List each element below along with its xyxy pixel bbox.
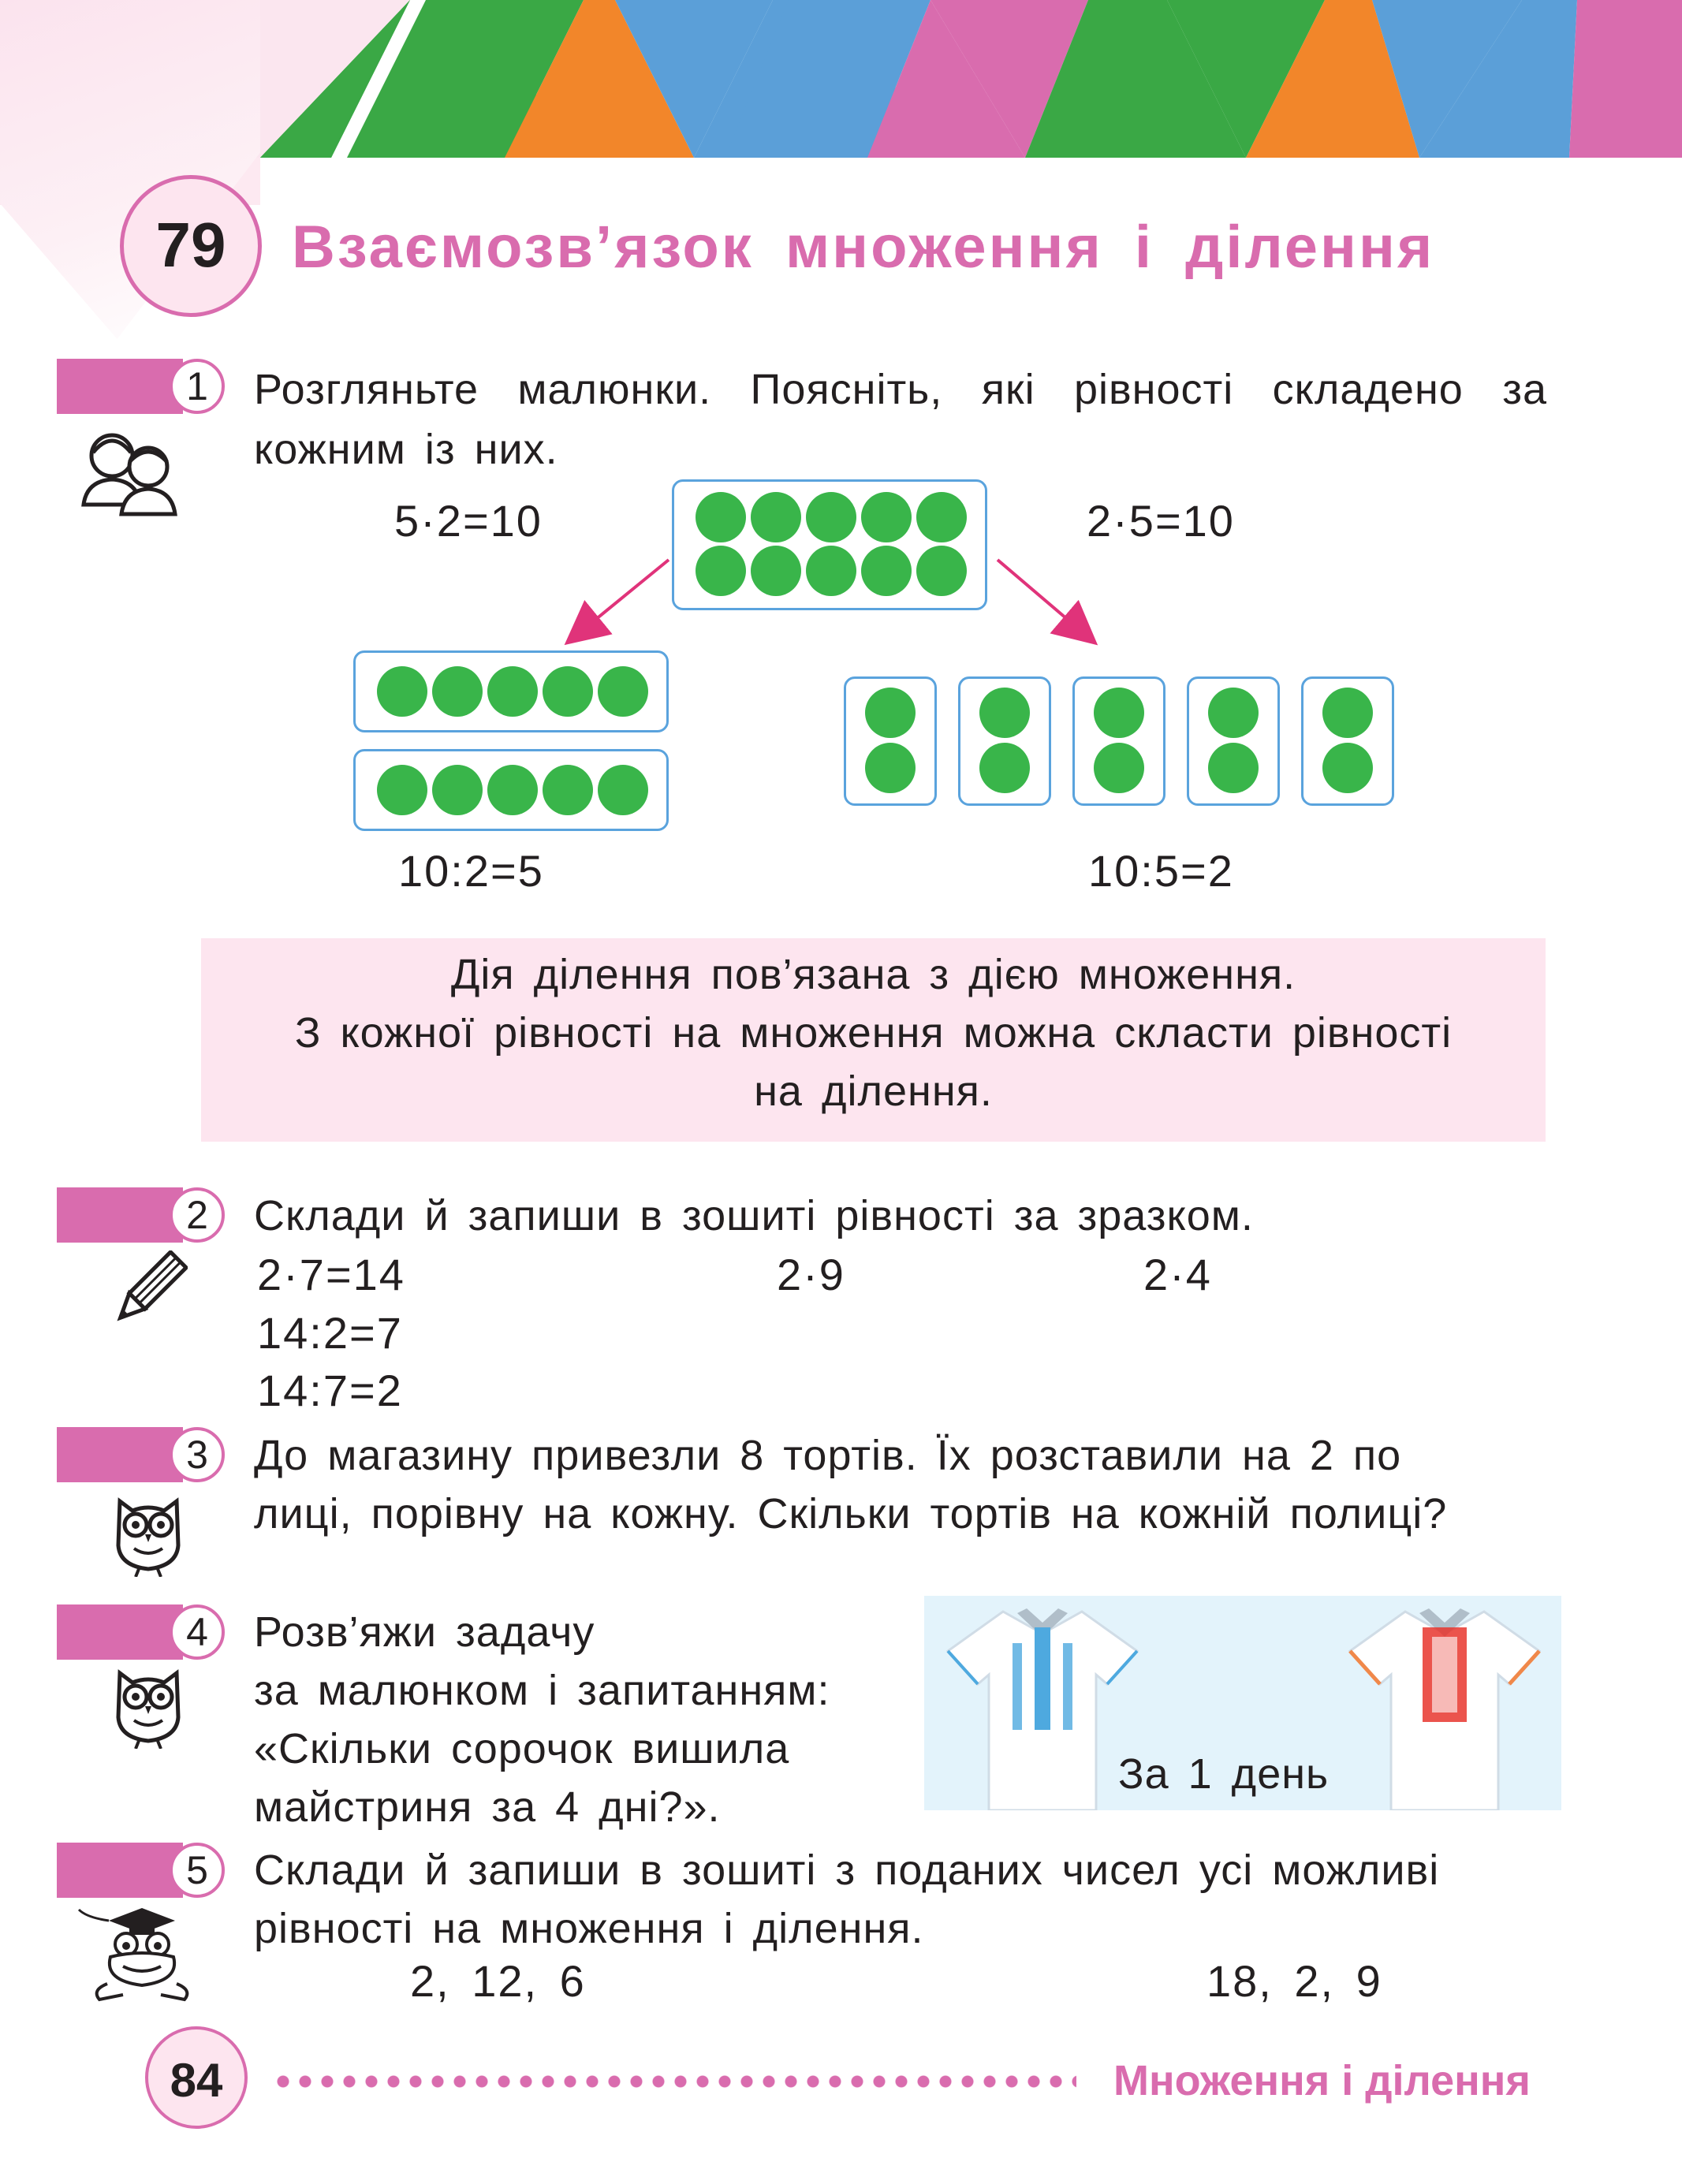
task5-line-2: рівності на множення і ділення. xyxy=(254,1905,924,1952)
shirts-label: За 1 день xyxy=(1118,1750,1330,1798)
task-number-2: 2 xyxy=(170,1187,225,1243)
red-embroidered-shirt xyxy=(1326,1596,1561,1810)
shirts-picture xyxy=(924,1596,1561,1810)
dot xyxy=(979,688,1030,738)
task-marker-5 xyxy=(57,1843,183,1898)
rule-line-2: З кожної рівності на множення можна скласти рівності xyxy=(294,1009,1453,1057)
owl-icon xyxy=(110,1662,186,1749)
pair-work-icon xyxy=(79,426,181,520)
task-number-3: 3 xyxy=(170,1427,225,1482)
dot xyxy=(916,492,967,542)
page-title: Взаємозв’язок множення і ділення xyxy=(292,214,1435,281)
lesson-number: 79 xyxy=(155,210,226,280)
rule-line-1: Дія ділення пов’язана з дією множення. xyxy=(450,951,1296,998)
page-number: 84 xyxy=(170,2054,223,2107)
task5-set-2: 18, 2, 9 xyxy=(1206,1956,1382,2006)
task-marker-2 xyxy=(57,1187,183,1243)
dot xyxy=(1208,743,1259,793)
dot xyxy=(377,666,427,717)
footer-section: Множення і ділення xyxy=(1113,2057,1531,2104)
task-number-1: 1 xyxy=(170,359,225,414)
task1-text: Розгляньте малюнки. Поясніть, які рівності складено за кожним із них. xyxy=(254,366,1547,473)
task-marker-1 xyxy=(57,359,183,414)
dot xyxy=(377,765,427,815)
task4-line-1: Розв’яжи задачу xyxy=(254,1608,595,1656)
task2-example-1: 2·7=14 xyxy=(257,1250,405,1299)
dot xyxy=(861,492,912,542)
dot xyxy=(1094,688,1144,738)
dot xyxy=(598,765,648,815)
task4-line-4: майстриня за 4 дні?». xyxy=(254,1783,721,1831)
task-marker-4 xyxy=(57,1604,183,1660)
task-number-4: 4 xyxy=(170,1604,225,1660)
eq-bottom-left: 10:2=5 xyxy=(398,846,544,896)
dot xyxy=(487,666,538,717)
footer-dotted-line xyxy=(272,2074,1076,2089)
lesson-number-badge xyxy=(120,175,262,317)
task-number-5: 5 xyxy=(170,1843,225,1898)
dot xyxy=(979,743,1030,793)
pencil-icon xyxy=(109,1250,188,1329)
task2-item-1: 2·9 xyxy=(777,1250,845,1299)
task4-line-2: за малюнком і запитанням: xyxy=(254,1667,830,1714)
eq-top-right: 2·5=10 xyxy=(1087,496,1235,546)
dot xyxy=(1322,743,1373,793)
dot xyxy=(598,666,648,717)
task2-item-2: 2·4 xyxy=(1143,1250,1212,1299)
task3-line-1: До магазину привезли 8 тортів. Їх розставили на 2 по xyxy=(254,1432,1402,1479)
dot xyxy=(865,688,916,738)
dot xyxy=(432,765,483,815)
task3-line-2: лиці, порівну на кожну. Скільки тортів на кожній полиці? xyxy=(254,1490,1448,1537)
dot xyxy=(1208,688,1259,738)
eq-bottom-right: 10:5=2 xyxy=(1088,846,1234,896)
dot xyxy=(543,666,593,717)
dot xyxy=(696,492,746,542)
dot xyxy=(432,666,483,717)
task2-example-2: 14:2=7 xyxy=(257,1308,403,1358)
task2-example-3: 14:7=2 xyxy=(257,1366,403,1415)
rule-line-3: на ділення. xyxy=(754,1068,993,1115)
eq-top-left: 5·2=10 xyxy=(394,496,543,546)
task2-text: Склади й запиши в зошиті рівності за зразком. xyxy=(254,1192,1254,1239)
dot xyxy=(865,743,916,793)
dot xyxy=(751,492,801,542)
page-number-badge xyxy=(145,2026,248,2129)
task4-line-3: «Скільки сорочок вишила xyxy=(254,1725,790,1772)
frog-graduate-icon xyxy=(76,1902,194,2004)
dot xyxy=(1094,743,1144,793)
owl-icon xyxy=(110,1490,186,1577)
task5-set-1: 2, 12, 6 xyxy=(410,1956,586,2006)
arrows xyxy=(552,544,1104,654)
task-marker-3 xyxy=(57,1427,183,1482)
task5-line-1: Склади й запиши в зошиті з поданих чисел усі можливі xyxy=(254,1847,1440,1894)
dot xyxy=(806,492,856,542)
dot xyxy=(543,765,593,815)
dot xyxy=(487,765,538,815)
dot xyxy=(1322,688,1373,738)
